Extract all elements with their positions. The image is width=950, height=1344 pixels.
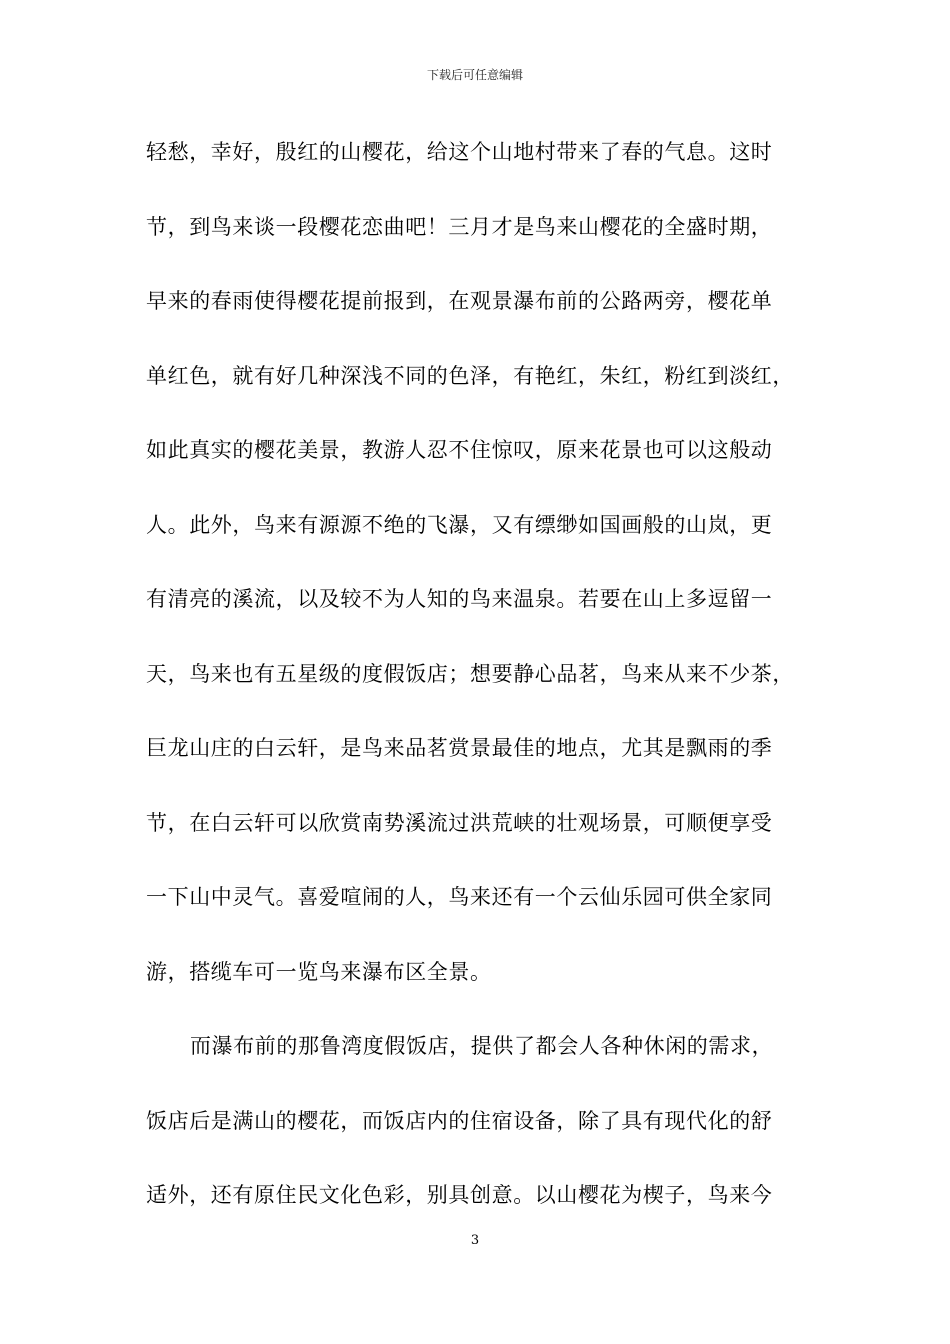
text-line: 适外，还有原住民文化色彩，别具创意。以山樱花为楔子，鸟来今 <box>146 1183 773 1207</box>
document-body <box>146 131 816 1249</box>
page-header: 下载后可任意编辑 <box>426 68 523 82</box>
text-line: 如此真实的樱花美景，教游人忍不住惊叹，原来花景也可以这般动 <box>146 438 773 462</box>
text-line: 轻愁，幸好，殷红的山樱花，给这个山地村带来了春的气息。这时 <box>146 140 773 164</box>
text-line: 节，到鸟来谈一段樱花恋曲吧！三月才是鸟来山樱花的全盛时期， <box>146 214 773 239</box>
text-line: 一下山中灵气。喜爱喧闹的人，鸟来还有一个云仙乐园可供全家同 <box>146 885 773 909</box>
text-line: 人。此外，鸟来有源源不绝的飞瀑，又有缥缈如国画般的山岚，更 <box>146 512 773 537</box>
text-line: 天，鸟来也有五星级的度假饭店；想要静心品茗，鸟来从来不少茶， <box>146 661 794 686</box>
text-line: 游，搭缆车可一览鸟来瀑布区全景。 <box>146 959 492 984</box>
paragraph-start-line: 而瀑布前的那鲁湾度假饭店，提供了都会人各种休闲的需求， <box>190 1034 774 1058</box>
text-line: 单红色，就有好几种深浅不同的色泽，有艳红，朱红，粉红到淡红， <box>146 363 794 388</box>
text-line: 有清亮的溪流，以及较不为人知的鸟来温泉。若要在山上多逗留一 <box>146 587 773 611</box>
page-number: 3 <box>470 1233 480 1248</box>
text-line: 节，在白云轩可以欣赏南势溪流过洪荒峡的壮观场景，可顺便享受 <box>146 810 773 835</box>
text-line: 饭店后是满山的樱花，而饭店内的住宿设备，除了具有现代化的舒 <box>146 1108 773 1133</box>
text-line: 早来的春雨使得樱花提前报到，在观景瀑布前的公路两旁，樱花单 <box>146 289 773 313</box>
text-line: 巨龙山庄的白云轩，是鸟来品茗赏景最佳的地点，尤其是飘雨的季 <box>146 736 773 760</box>
